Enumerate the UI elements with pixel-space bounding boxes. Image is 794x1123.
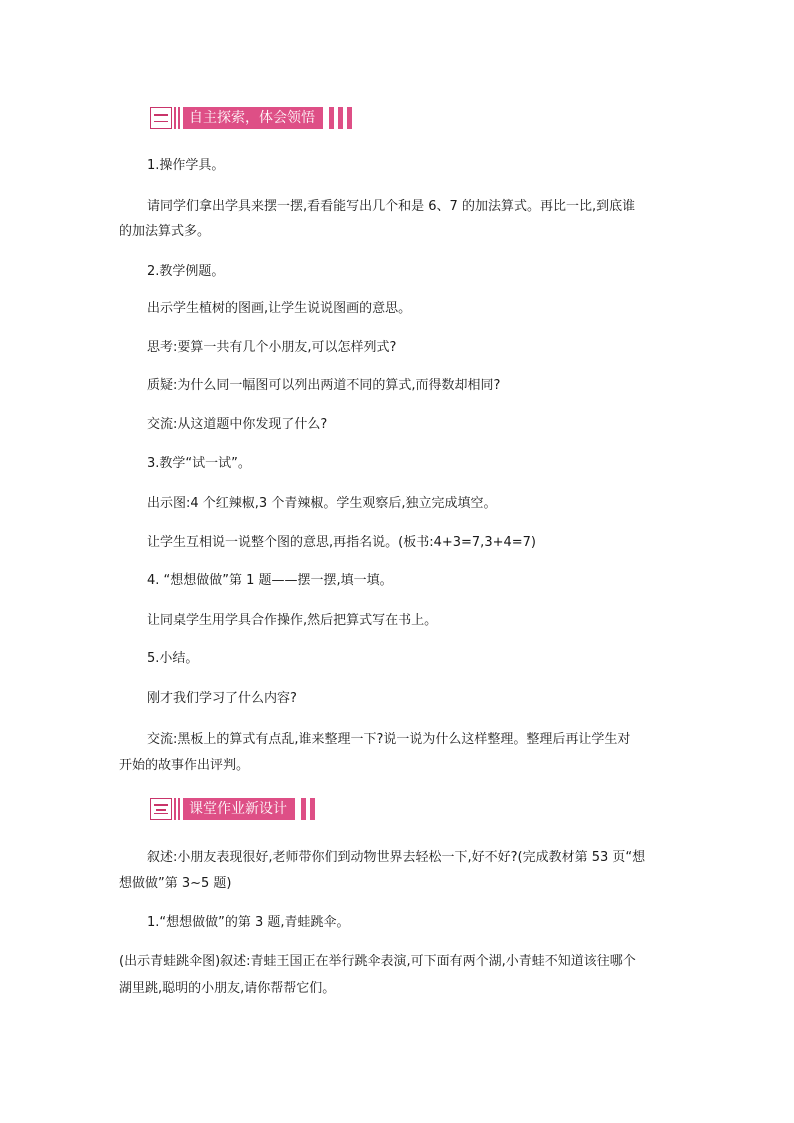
section-banner-3 — [150, 798, 315, 820]
paragraph: 开始的故事作出评判。 — [119, 758, 250, 773]
section-title-3: 课堂作业新设计 — [183, 798, 295, 820]
paragraph: 想做做”第 3~5 题) — [119, 876, 232, 891]
paragraph: 5.小结。 — [147, 651, 199, 666]
banner-decoration — [301, 798, 315, 820]
paragraph: 思考:要算一共有几个小朋友,可以怎样列式? — [147, 340, 397, 355]
paragraph: 的加法算式多。 — [119, 224, 211, 239]
paragraph: 交流:从这道题中你发现了什么? — [147, 417, 328, 432]
section-title-2: 自主探索，体会领悟 — [183, 107, 323, 129]
paragraph: 叙述:小朋友表现很好,老师带你们到动物世界去轻松一下,好不好?(完成教材第 53 页“想 — [147, 850, 646, 865]
banner-decoration — [329, 107, 352, 129]
paragraph: 质疑:为什么同一幅图可以列出两道不同的算式,而得数却相同? — [147, 378, 501, 393]
paragraph: 1.“想想做做”的第 3 题,青蛙跳伞。 — [147, 915, 350, 930]
paragraph: 1.操作学具。 — [147, 158, 225, 173]
section-banner-2 — [150, 107, 352, 129]
paragraph: 出示图:4 个红辣椒,3 个青辣椒。学生观察后,独立完成填空。 — [147, 496, 497, 511]
paragraph: 3.教学“试一试”。 — [147, 456, 251, 471]
paragraph: 请同学们拿出学具来摆一摆,看看能写出几个和是 6、7 的加法算式。再比一比,到底谁 — [147, 199, 636, 214]
paragraph: 湖里跳,聪明的小朋友,请你帮帮它们。 — [119, 981, 336, 996]
paragraph: 刚才我们学习了什么内容? — [147, 691, 297, 706]
paragraph: 让同桌学生用学具合作操作,然后把算式写在书上。 — [147, 613, 438, 628]
paragraph: (出示青蛙跳伞图)叙述:青蛙王国正在举行跳伞表演,可下面有两个湖,小青蛙不知道该往哪个 — [119, 954, 636, 969]
paragraph: 交流:黑板上的算式有点乱,谁来整理一下?说一说为什么这样整理。整理后再让学生对 — [147, 732, 631, 747]
paragraph: 出示学生植树的图画,让学生说说图画的意思。 — [147, 301, 412, 316]
section-number-2-icon — [150, 107, 172, 129]
paragraph: 2.教学例题。 — [147, 264, 225, 279]
paragraph: 4. “想想做做”第 1 题——摆一摆,填一填。 — [147, 573, 393, 588]
section-number-3-icon — [150, 798, 172, 820]
paragraph: 让学生互相说一说整个图的意思,再指名说。(板书:4+3=7,3+4=7) — [147, 535, 536, 550]
